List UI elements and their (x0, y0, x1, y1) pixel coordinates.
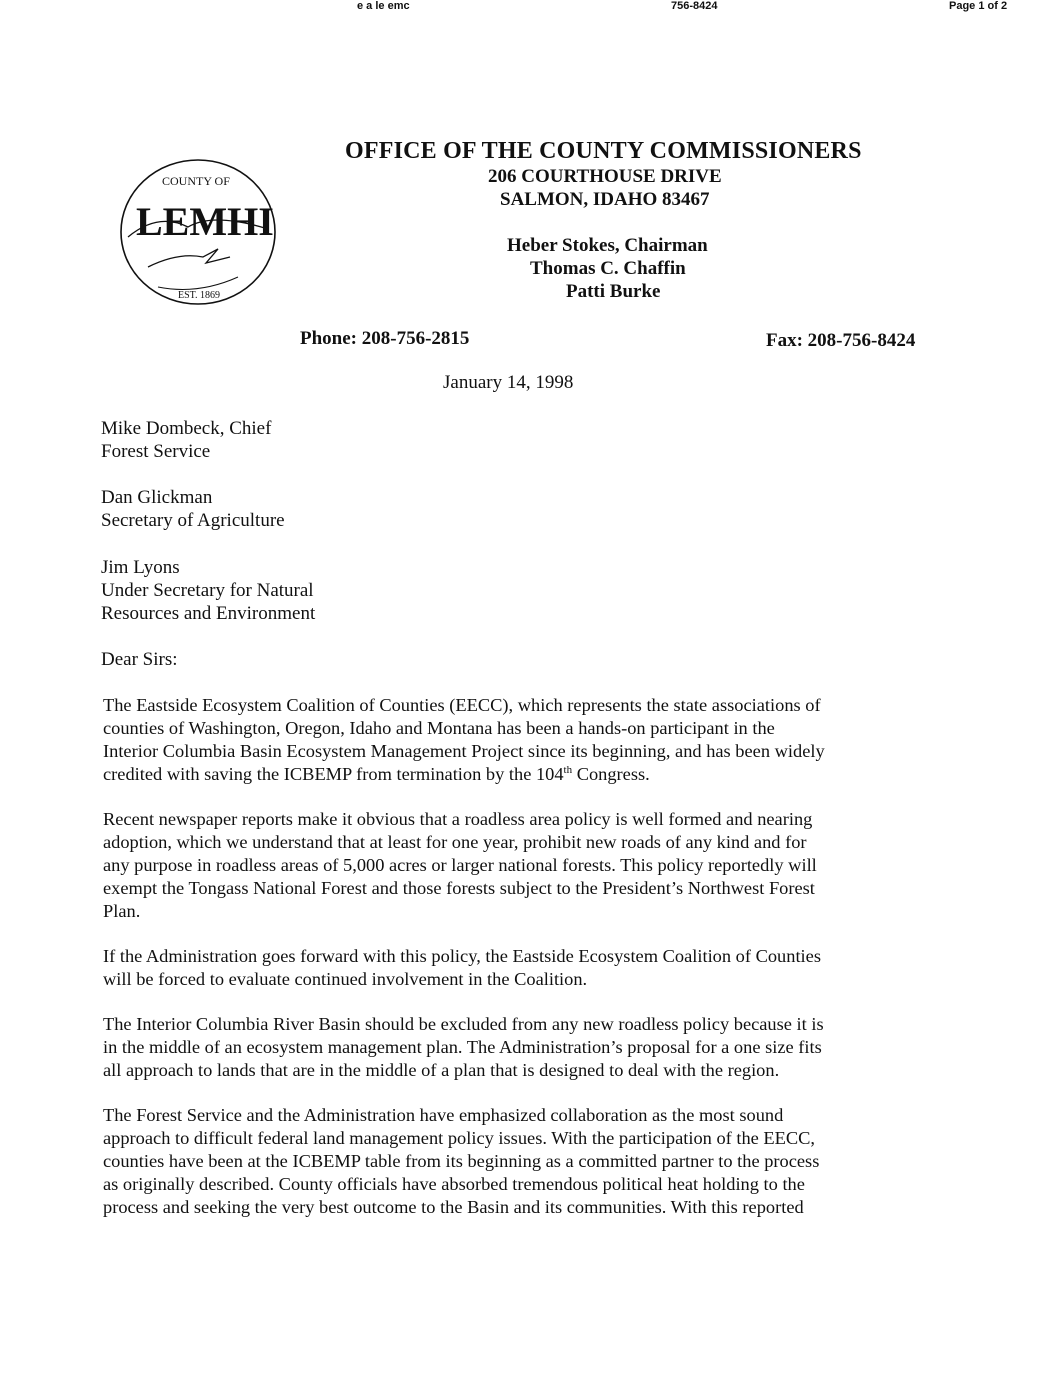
salutation: Dear Sirs: (101, 649, 178, 670)
body-paragraph (103, 694, 903, 786)
body-paragraph (103, 945, 903, 991)
commissioner-3: Patti Burke (566, 281, 661, 302)
fax-number-letterhead: Fax: 208-756-8424 (766, 330, 916, 351)
fax-header (0, 0, 1064, 14)
lemhi-county-seal (118, 157, 278, 307)
body-paragraph (103, 1013, 903, 1082)
paragraph-line: any purpose in roadless areas of 5,000 acres or larger national forests. This policy reportedly will (103, 855, 817, 875)
body-paragraph (103, 808, 903, 923)
paragraph-line: in the middle of an ecosystem management plan. The Administration’s proposal for a one size fits (103, 1037, 822, 1057)
seal-name: LEMHI (136, 199, 274, 244)
seal-est: EST. 1869 (178, 290, 221, 301)
paragraph-line: Recent newspaper reports make it obvious that a roadless area policy is well formed and nearing (103, 809, 813, 829)
commissioner-chairman: Heber Stokes, Chairman (507, 235, 708, 256)
fax-sender: e a le emc (357, 0, 410, 12)
paragraph-line: Interior Columbia Basin Ecosystem Management Project since its beginning, and has been widely (103, 741, 825, 761)
paragraph-line: counties of Washington, Oregon, Idaho and Montana has been a hands-on participant in the (103, 718, 775, 738)
phone-number: Phone: 208-756-2815 (300, 328, 470, 349)
paragraph-line: process and seeking the very best outcome to the Basin and its communities. With this reported (103, 1197, 804, 1217)
paragraph-line: adoption, which we understand that at least for one year, prohibit new roads of any kind and for (103, 832, 807, 852)
recipient-line: Secretary of Agriculture (101, 510, 285, 531)
recipient-block (101, 556, 315, 625)
paragraph-line: If the Administration goes forward with this policy, the Eastside Ecosystem Coalition of Counties (103, 946, 821, 966)
commissioner-2: Thomas C. Chaffin (530, 258, 686, 279)
body-paragraph (103, 1104, 903, 1219)
address-line-1: 206 COURTHOUSE DRIVE (488, 166, 722, 187)
paragraph-line: The Interior Columbia River Basin should be excluded from any new roadless policy because it is (103, 1014, 824, 1034)
paragraph-text: Congress. (572, 764, 650, 784)
paragraph-line (103, 763, 903, 786)
fax-page-indicator: Page 1 of 2 (949, 0, 1008, 12)
recipient-line: Jim Lyons (101, 557, 180, 578)
recipient-line: Resources and Environment (101, 603, 316, 624)
paragraph-line: The Eastside Ecosystem Coalition of Counties (EECC), which represents the state associations of (103, 695, 821, 715)
paragraph-line: Plan. (103, 901, 141, 921)
seal-top-text: COUNTY OF (162, 174, 230, 188)
recipient-block (101, 486, 285, 532)
paragraph-line: counties have been at the ICBEMP table from its beginning as a committed partner to the process (103, 1151, 820, 1171)
office-title: OFFICE OF THE COUNTY COMMISSIONERS (345, 138, 862, 164)
paragraph-line: will be forced to evaluate continued involvement in the Coalition. (103, 969, 588, 989)
paragraph-line: exempt the Tongass National Forest and those forests subject to the President’s Northwest Forest (103, 878, 815, 898)
address-line-2: SALMON, IDAHO 83467 (500, 189, 710, 210)
paragraph-line: The Forest Service and the Administration have emphasized collaboration as the most sound (103, 1105, 784, 1125)
paragraph-line: all approach to lands that are in the middle of a plan that is designed to deal with the region. (103, 1060, 780, 1080)
paragraph-text: credited with saving the ICBEMP from termination by the 104 (103, 764, 564, 784)
letter-date: January 14, 1998 (443, 372, 574, 393)
recipient-line: Forest Service (101, 441, 211, 462)
recipient-block (101, 417, 271, 463)
recipient-line: Dan Glickman (101, 487, 213, 508)
paragraph-line: approach to difficult federal land management policy issues. With the participation of the EECC, (103, 1128, 816, 1148)
fax-number: 756-8424 (671, 0, 718, 12)
recipient-line: Mike Dombeck, Chief (101, 418, 272, 439)
paragraph-line: as originally described. County officials have absorbed tremendous political heat holding to the (103, 1174, 805, 1194)
recipient-line: Under Secretary for Natural (101, 580, 314, 601)
ordinal-suffix: th (563, 763, 573, 776)
